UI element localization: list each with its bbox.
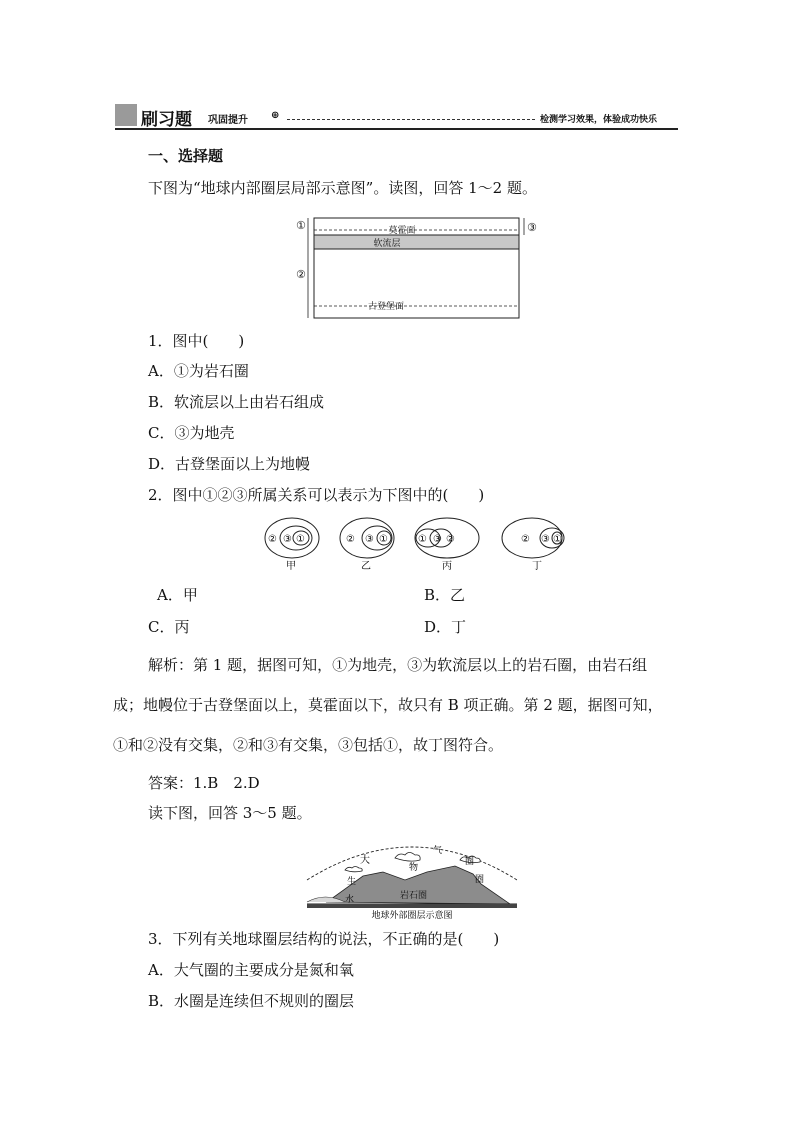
fig1-moho-label: 莫霍面 [388,226,416,236]
fig1-mark3: ③ [527,221,537,234]
arrow-icon: ⊕ [271,110,280,121]
q2-stem: 2．图中①②③所属关系可以表示为下图中的( ) [148,486,485,504]
fig2-jia-label-2: ③ [283,534,292,545]
q2-option-c: C．丙 [148,618,190,636]
answer: 答案：1.B 2.D [148,774,260,792]
q1-option-d: D．古登堡面以上为地幔 [148,455,311,473]
q1-option-c: C．③为地壳 [148,424,235,442]
fig2-bing-label-2: ③ [433,534,442,545]
q1-option-a: A．①为岩石圈 [148,362,249,380]
fig3-label-quan1: 圈 [465,857,475,867]
fig2-yi-label-1: ② [346,534,355,545]
fig3-label-shui: 水 [345,895,355,905]
q2-option-d: D．丁 [424,618,467,636]
fig2-caption-bing: 丙 [442,561,452,572]
q3-stem: 3．下列有关地球圈层结构的说法，不正确的是( ) [148,930,500,948]
fig2-ding-label-3: ① [553,534,562,545]
fig3-caption: 地球外部圈层示意图 [371,911,453,921]
fig2-yi-label-3: ① [379,534,388,545]
analysis-line-3: ①和②没有交集，②和③有交集，③包括①，故丁图符合。 [113,736,504,754]
banner-rule [115,128,678,130]
fig2-bing-label-3: ② [446,534,455,545]
intro-q3-5: 读下图，回答 3～5 题。 [148,804,312,822]
q1-option-b: B．软流层以上由岩石组成 [148,393,325,411]
fig2-caption-jia: 甲 [286,561,296,572]
banner-subtitle: 巩固提升 [208,115,248,126]
section-title: 一、选择题 [148,147,224,165]
banner-title: 刷习题 [141,110,192,130]
fig2-bing-label-1: ① [418,534,427,545]
banner-dashed-line [287,119,535,120]
fig3-label-da: 大 [360,855,370,866]
fig2-jia-label-1: ② [268,534,277,545]
banner-slogan: 检测学习效果，体验成功快乐 [540,115,658,125]
earth-interior-diagram [294,214,540,320]
fig2-yi-label-2: ③ [365,534,374,545]
fig2-ding-label-1: ② [521,534,530,545]
q3-option-a: A．大气圈的主要成分是氮和氧 [148,961,354,979]
q2-option-a: A．甲 [157,586,198,604]
fig2-caption-yi: 乙 [361,561,371,572]
fig3-label-qi: 气 [433,846,443,856]
banner [115,104,678,130]
q3-option-b: B．水圈是连续但不规则的圈层 [148,992,355,1010]
fig3-label-quan2: 圈 [475,875,485,885]
fig2-caption-ding: 丁 [532,561,542,572]
external-spheres-diagram [305,832,519,922]
fig2-ding-label-2: ③ [541,534,550,545]
fig2-jia-label-3: ① [296,534,305,545]
fig3-label-yanshiquan: 岩石圈 [400,891,428,901]
fig1-mark1: ① [296,219,306,232]
fig3-label-wu: 物 [409,863,419,873]
analysis-line-2: 成；地幔位于古登堡面以上，莫霍面以下，故只有 B 项正确。第 2 题，据图可知， [113,696,663,714]
intro-q1-2: 下图为“地球内部圈层局部示意图”。读图，回答 1～2 题。 [148,179,537,197]
q1-stem: 1．图中( ) [148,332,245,350]
set-relation-diagrams [260,516,580,574]
fig3-label-sheng: 生 [347,877,357,887]
fig1-gutenberg-label: 古登堡面 [367,302,405,312]
banner-block [115,104,137,126]
q2-option-b: B．乙 [424,586,466,604]
fig1-mark2: ② [296,268,306,281]
analysis-line-1: 解析：第 1 题，据图可知，①为地壳，③为软流层以上的岩石圈，由岩石组 [148,656,648,674]
fig1-asthenosphere-label: 软流层 [373,239,401,249]
